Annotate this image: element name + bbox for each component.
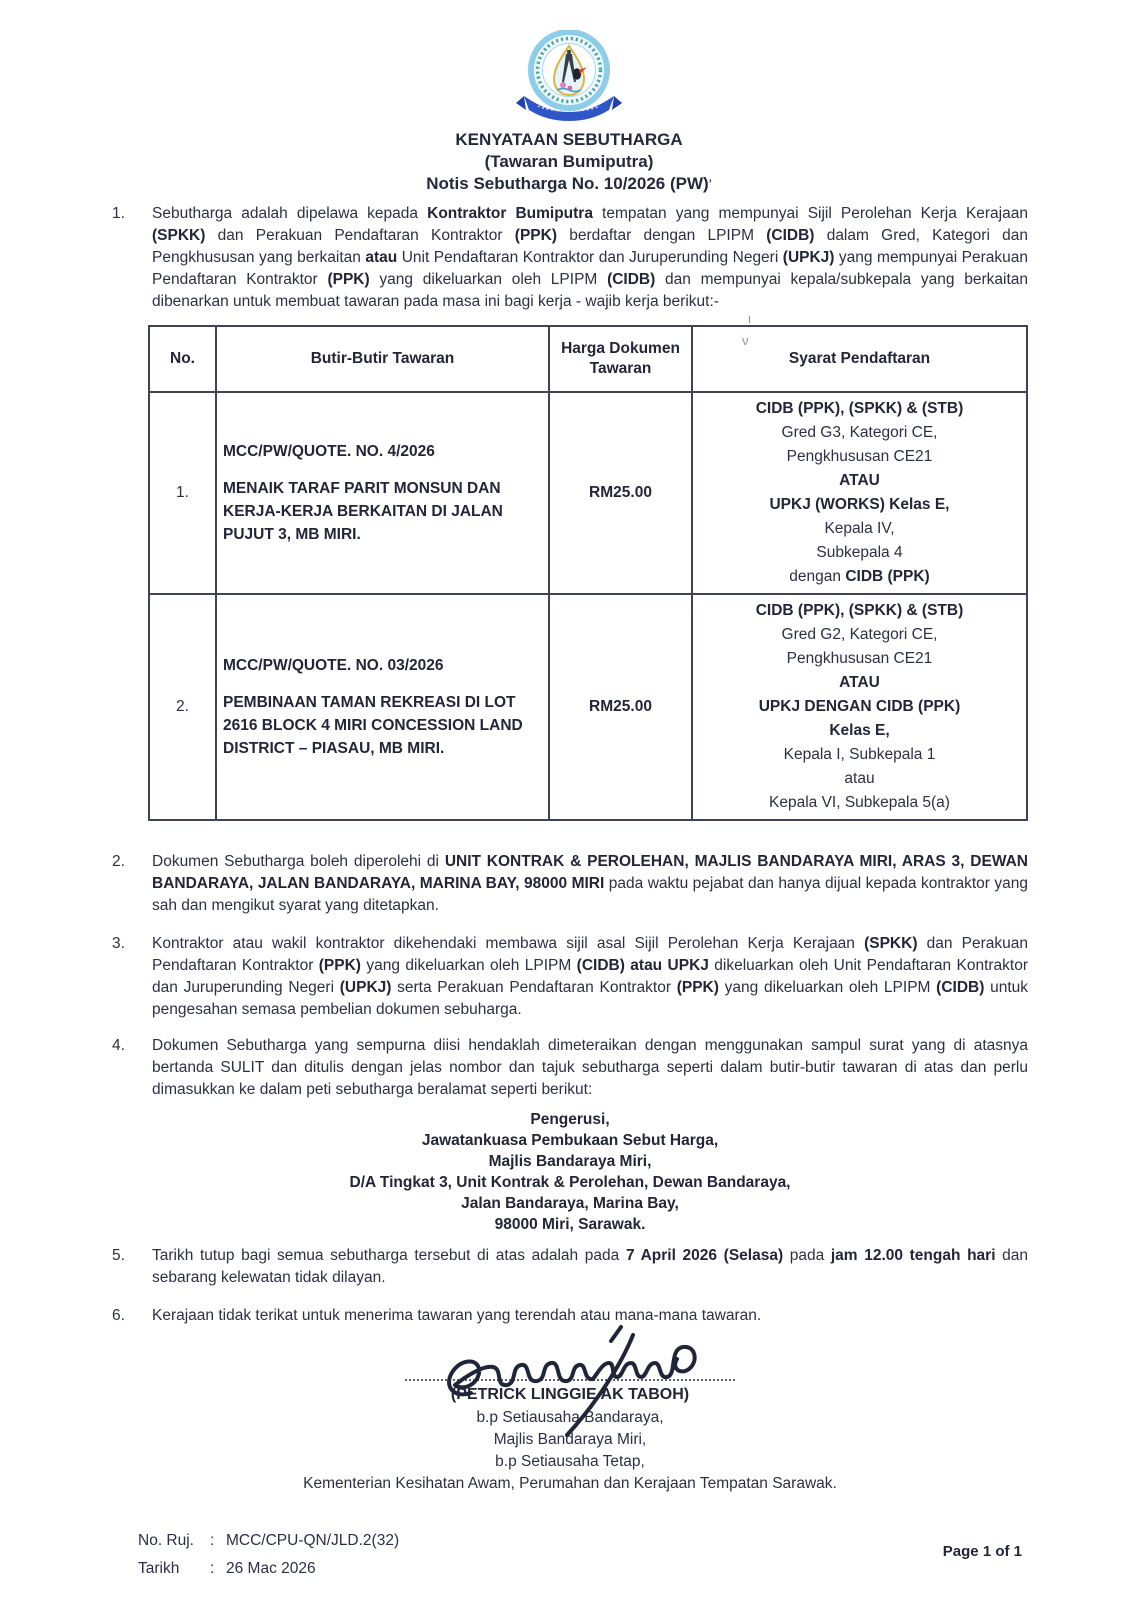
tender-table — [148, 325, 1028, 821]
col-header-butir: Butir-Butir Tawaran — [216, 326, 549, 392]
clause-number: 2. — [112, 853, 125, 870]
scan-artifact-mark: ι — [748, 311, 751, 326]
row-number: 1. — [149, 392, 216, 594]
col-header-syarat: Syarat Pendaftaran — [692, 326, 1027, 392]
col-header-no: No. — [149, 326, 216, 392]
document-subtitle: (Tawaran Bumiputra) — [484, 152, 654, 171]
clause-number: 6. — [112, 1307, 125, 1324]
table-row — [149, 392, 1027, 594]
scan-artifact-mark: ’ — [708, 178, 712, 190]
document-price: RM25.00 — [549, 392, 692, 594]
signatory-name: (PETRICK LINGGIE AK TABOH) — [450, 1386, 690, 1403]
reference-number-row — [138, 1527, 1028, 1555]
ref-value: MCC/CPU-QN/JLD.2(32) — [226, 1532, 400, 1549]
registration-requirements: CIDB (PPK), (SPKK) & (STB) Gred G2, Kategori CE, Pengkhususan CE21 ATAU UPKJ DENGAN CIDB (PPK) Kelas E, Kepala I, Subkepala 1 atau Kepala VI, Subkepala 5(a) — [692, 594, 1027, 820]
clause-number: 1. — [112, 205, 125, 222]
clause-number: 3. — [112, 935, 125, 952]
clause-text: Sebutharga adalah dipelawa kepada Kontraktor Bumiputra tempatan yang mempunyai Sijil Perolehan Kerja Kerajaan (SPKK) dan Perakuan Pendaftaran Kontraktor (PPK) berdaftar dengan LPIPM (CIDB) dalam Gred, Kategori dan Pengkhususan yang berkaitan atau Unit Pendaftaran Kontraktor dan Juruperunding Negeri (UPKJ) yang mempunyai Perakuan Pendaftaran Kontraktor (PPK) yang dikeluarkan oleh LPIPM (CIDB) dan mempunyai kepala/subkepala yang berkaitan dibenarkan untuk membuat tawaran pada masa ini bagi kerja - wajib kerja berikut:- — [152, 205, 1029, 310]
clause-1 — [112, 203, 1028, 313]
clause-text: Dokumen Sebutharga boleh diperolehi di UNIT KONTRAK & PEROLEHAN, MAJLIS BANDARAYA MIRI, ARAS 3, DEWAN BANDARAYA, JALAN BANDARAYA, MARINA BAY, 98000 MIRI pada waktu pejabat dan hanya dijual kepada kontraktor yang sah dan mengikut syarat yang ditetapkan. — [152, 853, 1028, 914]
clause-number: 5. — [112, 1247, 125, 1264]
tender-details: MCC/PW/QUOTE. NO. 4/2026 MENAIK TARAF PARIT MONSUN DAN KERJA-KERJA BERKAITAN DI JALAN PUJUT 3, MB MIRI. — [216, 392, 549, 594]
date-separator: : — [210, 1560, 215, 1577]
clause-text: Dokumen Sebutharga yang sempurna diisi hendaklah dimeteraikan dengan menggunakan sampul surat yang di atasnya bertanda SULIT dan ditulis dengan jelas nombor dan tajuk sebutharga seperti dalam butir-butir tawaran di atas dan perlu dimasukkan ke dalam peti sebutharga beralamat seperti berikut: — [152, 1037, 1028, 1098]
clause-number: 4. — [112, 1037, 125, 1054]
reference-footer — [138, 1527, 1028, 1583]
quotation-box-address: Pengerusi, Jawatankuasa Pembukaan Sebut Harga, Majlis Bandaraya Miri, D/A Tingkat 3, Unit Kontrak & Perolehan, Dewan Bandaraya, Jalan Bandaraya, Marina Bay, 98000 Miri, Sarawak. — [349, 1111, 791, 1233]
date-row — [138, 1555, 1028, 1583]
clause-6 — [112, 1305, 1028, 1327]
clause-text: Kontraktor atau wakil kontraktor dikehendaki membawa sijil asal Sijil Perolehan Kerja Kerajaan (SPKK) dan Perakuan Pendaftaran Kontraktor (PPK) yang dikeluarkan oleh LPIPM (CIDB) atau UPKJ dikeluarkan oleh Unit Pendaftaran Kontraktor dan Juruperunding Negeri (UPKJ) serta Perakuan Pendaftaran Kontraktor (PPK) yang dikeluarkan oleh LPIPM (CIDB) untuk pengesahan semasa pembelian dokumen sebuharga. — [152, 935, 1029, 1018]
date-label: Tarikh — [138, 1560, 180, 1577]
scan-artifact-mark: ν — [742, 333, 749, 348]
ref-separator: : — [210, 1532, 215, 1549]
registration-requirements: CIDB (PPK), (SPKK) & (STB) Gred G3, Kategori CE, Pengkhususan CE21 ATAU UPKJ (WORKS) Kelas E, Kepala IV, Subkepala 4 dengan CIDB (PPK) — [692, 392, 1027, 594]
table-row — [149, 594, 1027, 820]
row-number: 2. — [149, 594, 216, 820]
date-value: 26 Mac 2026 — [226, 1560, 316, 1577]
clause-text: Tarikh tutup bagi semua sebutharga tersebut di atas adalah pada 7 April 2026 (Selasa) pada jam 12.00 tengah hari dan sebarang kelewatan tidak dilayan. — [152, 1247, 1029, 1286]
miri-crest-icon — [508, 30, 630, 122]
table-header-row — [149, 326, 1027, 392]
clause-3 — [112, 933, 1028, 1021]
city-council-logo — [0, 0, 1138, 127]
signature-line — [405, 1379, 735, 1381]
document-price: RM25.00 — [549, 594, 692, 820]
signatory-titles: b.p Setiausaha Bandaraya, Majlis Bandaraya Miri, b.p Setiausaha Tetap, Kementerian Kesihatan Awam, Perumahan dan Kerajaan Tempatan Sarawak. — [303, 1409, 837, 1492]
page-number: Page 1 of 1 — [942, 1543, 1022, 1560]
notice-number: Notis Sebutharga No. 10/2026 (PW)’ — [426, 174, 712, 193]
clause-text: Kerajaan tidak terikat untuk menerima tawaran yang terendah atau mana-mana tawaran. — [152, 1307, 762, 1324]
col-header-harga: Harga Dokumen Tawaran — [549, 326, 692, 392]
document-title-block — [0, 129, 1138, 195]
ref-label: No. Ruj. — [138, 1532, 194, 1549]
clause-5 — [112, 1245, 1028, 1289]
tender-details: MCC/PW/QUOTE. NO. 03/2026 PEMBINAAN TAMAN REKREASI DI LOT 2616 BLOCK 4 MIRI CONCESSION LAND DISTRICT – PIASAU, MB MIRI. — [216, 594, 549, 820]
document-title: KENYATAAN SEBUTHARGA — [455, 130, 683, 149]
clause-2 — [112, 851, 1028, 917]
clause-4 — [112, 1035, 1028, 1101]
signature-block — [112, 1379, 1028, 1495]
tender-table-wrapper — [148, 311, 1028, 821]
